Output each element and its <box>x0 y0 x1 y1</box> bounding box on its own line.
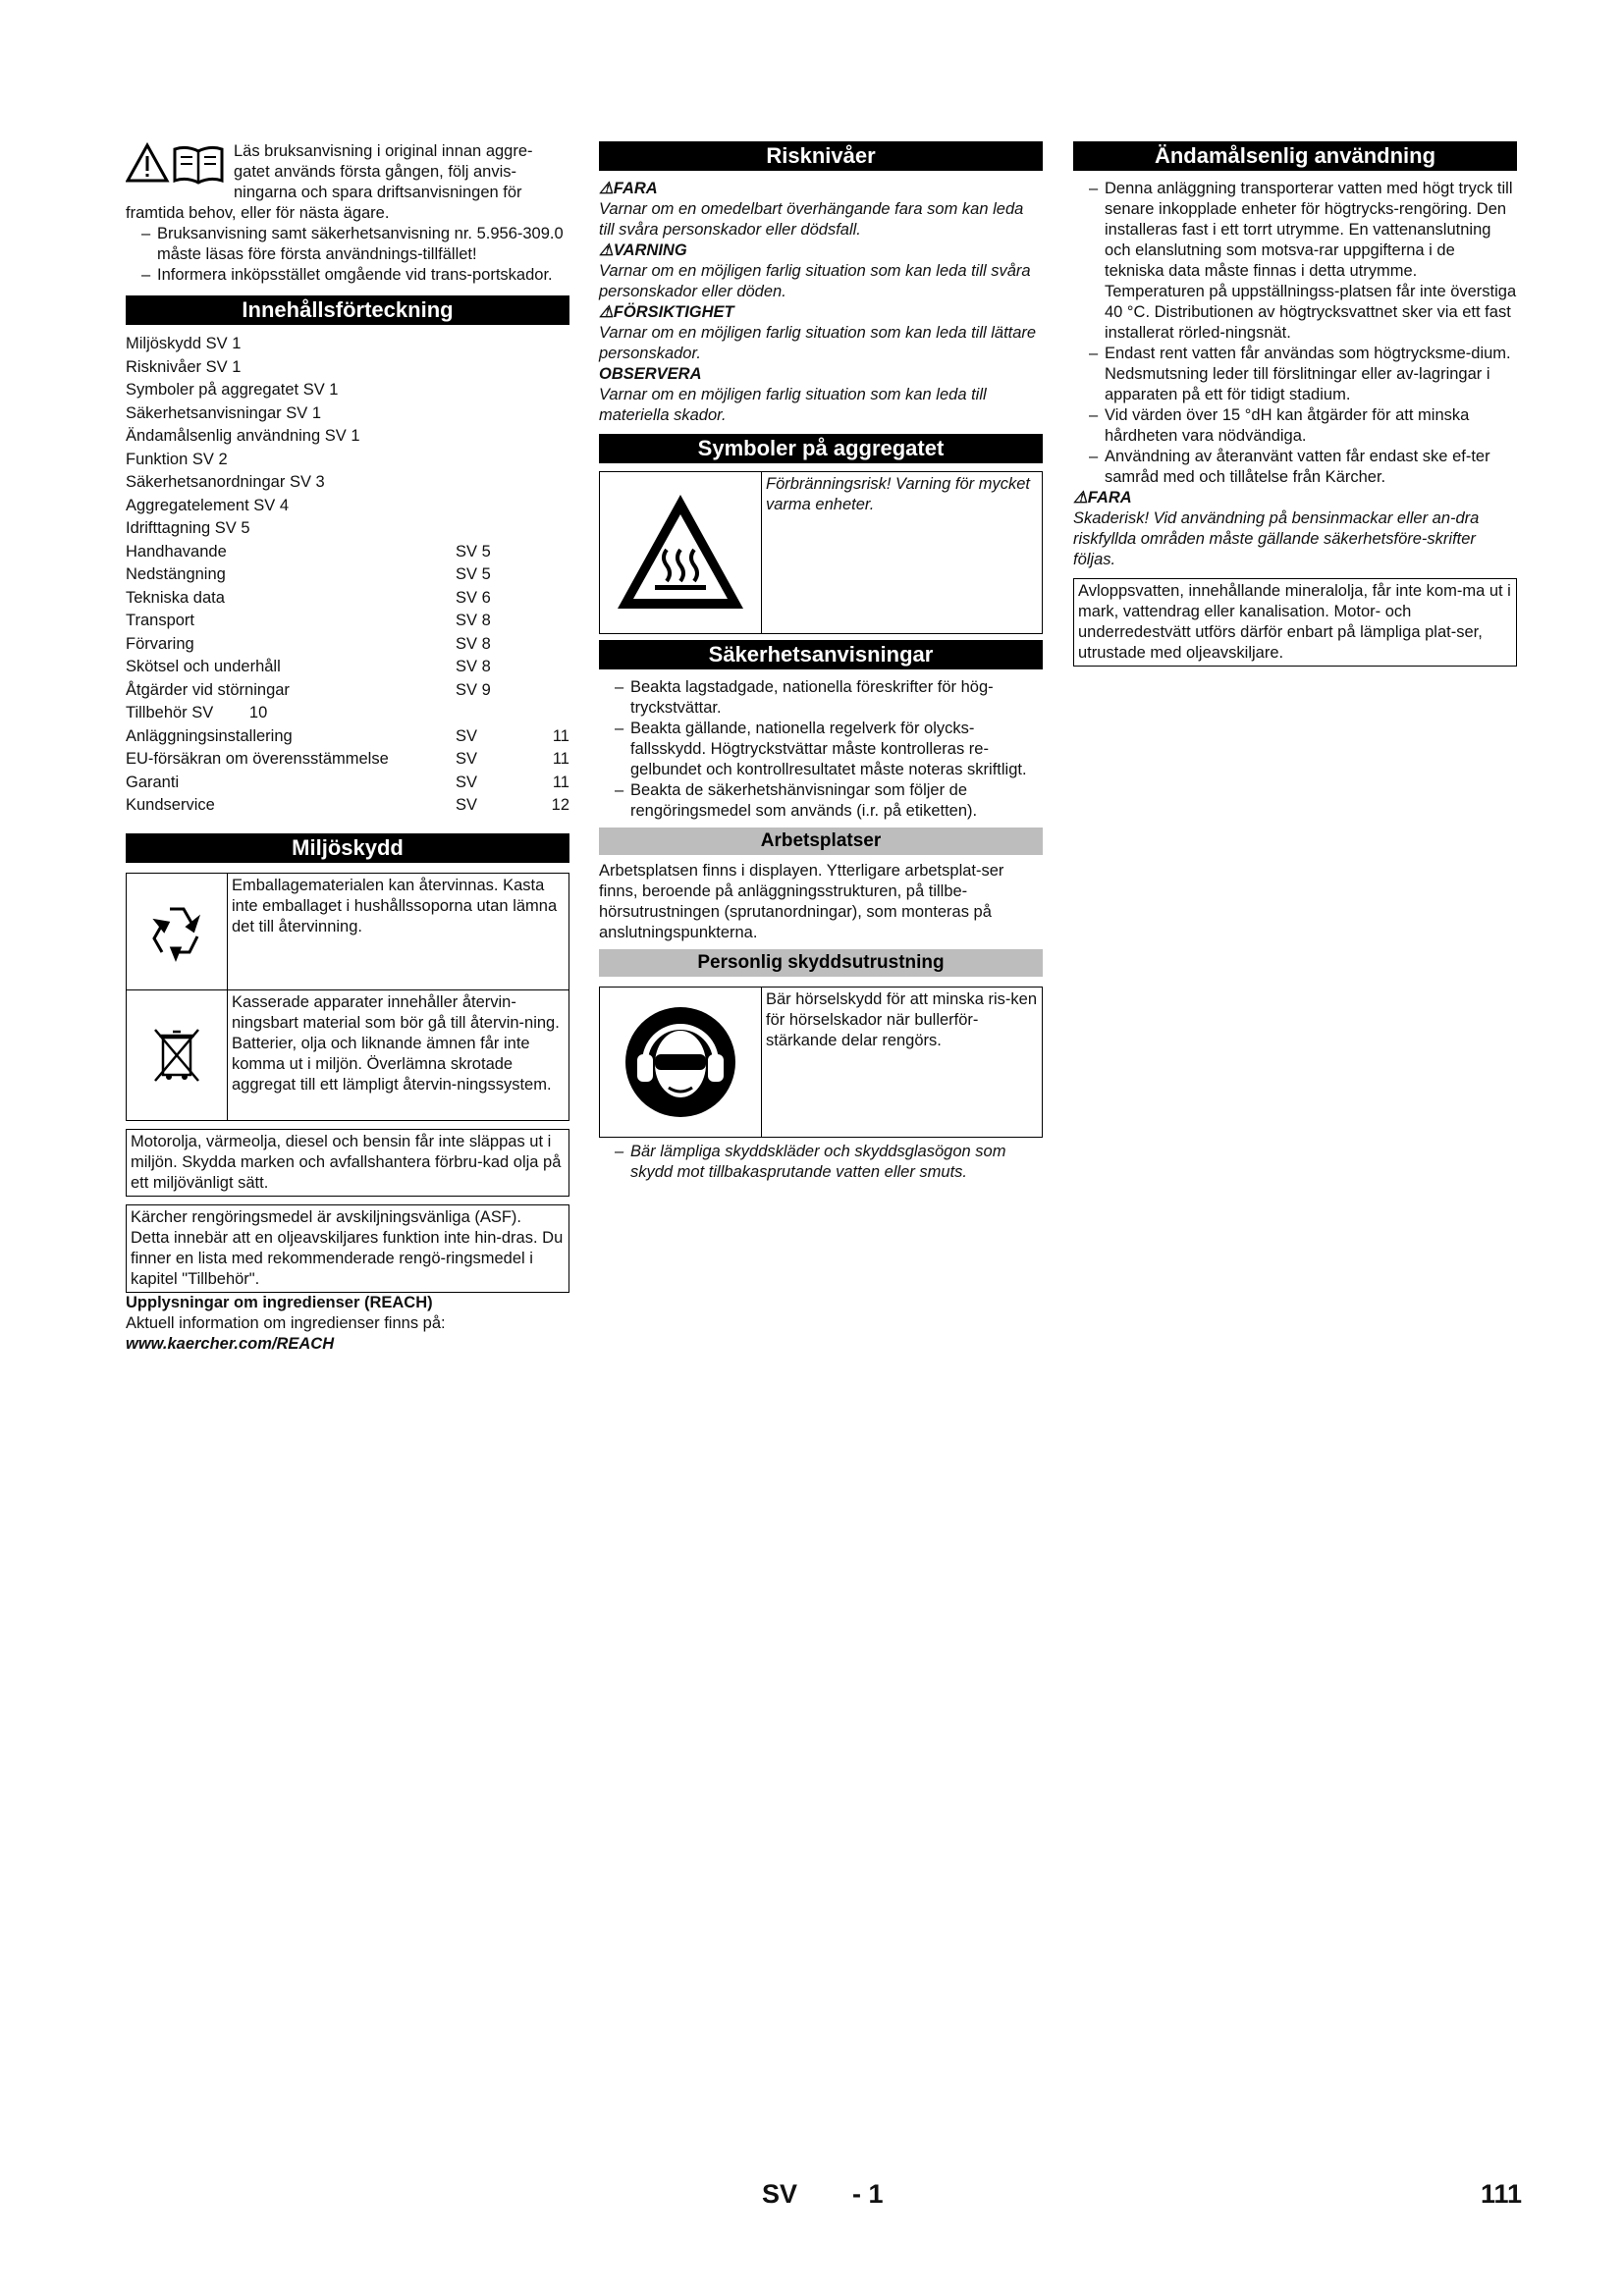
warning-icon: ⚠ <box>1073 489 1088 507</box>
ear-eye-protection-icon <box>622 1003 739 1121</box>
toc-sv: SV 5 <box>456 565 491 583</box>
intro-line3: ningarna och spara driftsanvisningen för <box>234 184 522 201</box>
toc-row[interactable] <box>126 679 569 703</box>
risk-label-varning <box>599 240 1043 261</box>
toc-num <box>544 471 569 495</box>
toc-title: Risknivåer SV 1 <box>126 357 242 376</box>
toc-row[interactable] <box>126 702 569 725</box>
toc-sv: SV 8 <box>456 634 491 653</box>
toc-num <box>544 702 569 725</box>
crossed-bin-icon <box>147 1024 206 1087</box>
usage-heading: Ändamålsenlig användning <box>1073 141 1517 171</box>
toc-sv: SV 6 <box>456 588 491 607</box>
toc-sv: SV 8 <box>456 658 491 675</box>
toc-title: Garanti <box>126 773 180 791</box>
ppe-text: Bär hörselskydd för att minska ris-ken för hörselskador när bullerför-stärkande delar rengörs. <box>766 990 1038 1049</box>
usage-danger-label-text: FARA <box>1087 489 1132 507</box>
disposal-row <box>126 990 569 1121</box>
toc-num <box>544 517 569 541</box>
toc-title: Ändamålsenlig användning SV 1 <box>126 427 360 445</box>
toc-num <box>544 587 569 611</box>
toc-title: Förvaring <box>126 634 194 653</box>
toc-title: Anläggningsinstallering <box>126 726 293 745</box>
risk-text: Varnar om en möjligen farlig situation som kan leda till lättare personskador. <box>599 324 1037 362</box>
column-middle <box>599 141 1043 1183</box>
safety-bullet-2-text: Beakta gällande, nationella regelverk för olycks-fallsskydd. Högtryckstvättar måste kontrolleras re-gelbundet och kontrollresultatet måste noteras skriftligt. <box>630 720 1027 778</box>
toc-row[interactable] <box>126 748 569 772</box>
toc-num <box>544 402 569 426</box>
miljo-table <box>126 873 569 1121</box>
toc-row[interactable] <box>126 587 569 611</box>
toc-row[interactable] <box>126 541 569 564</box>
intro-bullet-2: – Informera inköpsstället omgående vid trans-portskador. <box>141 266 553 284</box>
toc-sv <box>456 356 544 380</box>
toc-list <box>126 333 569 818</box>
hot-surface-icon <box>612 489 749 616</box>
risk-label-forsiktighet <box>599 302 1043 323</box>
symbols-heading: Symboler på aggregatet <box>599 434 1043 463</box>
usage-bullet-4-text: Användning av återanvänt vatten får endast ske ef-ter samråd med och tillåtelse från Kärcher. <box>1105 448 1490 486</box>
risk-label-fara <box>599 179 1043 199</box>
packaging-row <box>126 873 569 990</box>
risk-label-text: VARNING <box>613 241 687 259</box>
intro-line1: Läs bruksanvisning i original innan aggre- <box>234 142 533 160</box>
footer-language: SV <box>762 2179 798 2209</box>
toc-num <box>544 425 569 449</box>
oil-note: Motorolja, värmeolja, diesel och bensin får inte släppas ut i miljön. Skydda marken och avfallshantera förbru-kad olja på ett miljövänligt sätt. <box>126 1129 569 1197</box>
usage-bullet-2: – Endast rent vatten får användas som högtrycksme-dium. Nedsmutsning leder till förslitningar eller av-lagringar i apparaten på ett för tidigt stadium. <box>1089 345 1511 403</box>
toc-num <box>544 656 569 679</box>
toc-sv <box>456 449 544 472</box>
safety-bullet-3-text: Beakta de säkerhetshänvisningar som följer de rengöringsmedel som används (i.r. på etiketten). <box>630 781 978 820</box>
toc-row[interactable] <box>126 610 569 633</box>
risk-text: Varnar om en möjligen farlig situation som kan leda till materiella skador. <box>599 386 987 424</box>
toc-title: Idrifttagning SV 5 <box>126 519 250 537</box>
toc-num <box>544 333 569 356</box>
risk-text: Varnar om en möjligen farlig situation som kan leda till svåra personskador eller döden. <box>599 262 1031 300</box>
column-left <box>126 141 569 1355</box>
usage-bullet-1-text: Denna anläggning transporterar vatten med högt tryck till senare inkopplade enheter för högtrycks-rengöring. Den installeras fast i ett torrt utrymme. En vattenanslutning och elanslutning som motsva-rar uppgifterna i de tekniska data måste finnas i detta utrymme. Temperaturen på uppställningss-platsen får inte överstiga 40 °C. Distributionen av högtrycksvattnet sker via ett fast installerat rörled-ningsnät. <box>1105 180 1517 342</box>
toc-num <box>544 610 569 633</box>
recycle-icon-cell <box>127 874 228 989</box>
toc-sv: SV 5 <box>456 542 491 561</box>
risk-text: Varnar om en omedelbart överhängande fara som kan leda till svåra personskador eller dödsfall. <box>599 200 1024 239</box>
footer-section-page: - 1 <box>852 2179 884 2209</box>
toc-num <box>544 495 569 518</box>
toc-num <box>544 679 569 703</box>
column-right <box>1073 141 1517 667</box>
ppe-bullet: – Bär lämpliga skyddskläder och skyddsglasögon som skydd mot tillbakasprutande vatten eller smuts. <box>615 1143 1006 1181</box>
burn-warning-text: Förbränningsrisk! Varning för mycket varma enheter. <box>766 475 1030 513</box>
usage-danger-label <box>1073 488 1517 508</box>
reach-url[interactable]: www.kaercher.com/REACH <box>126 1334 335 1353</box>
reach-title: Upplysningar om ingredienser (REACH) <box>126 1293 433 1311</box>
toc-title: Tillbehör SV 10 <box>126 704 268 721</box>
waste-water-note: Avloppsvatten, innehållande mineralolja, får inte kom-ma ut i mark, vattendrag eller kanalisation. Motor- och underredestvätt utförs därför enbart på lämpliga plat-ser, utrustade med oljeavskiljare. <box>1073 578 1517 667</box>
toc-sv <box>456 402 544 426</box>
safety-bullet-1-text: Beakta lagstadgade, nationella föreskrifter för hög-tryckstvättar. <box>630 678 994 717</box>
toc-title: Säkerhetsanordningar SV 3 <box>126 473 325 491</box>
toc-row[interactable] <box>126 656 569 679</box>
risk-label-text: FARA <box>613 180 658 197</box>
toc-title: Handhavande <box>126 542 227 561</box>
toc-title: EU-försäkran om överensstämmelse <box>126 750 389 768</box>
usage-bullet-3-text: Vid värden över 15 °dH kan åtgärder för att minska hårdheten vara nödvändiga. <box>1105 406 1470 445</box>
usage-bullet-2-text: Endast rent vatten får användas som högtrycksme-dium. Nedsmutsning leder till förslitningar eller av-lagringar i apparaten på ett för tidigt stadium. <box>1105 345 1511 403</box>
reach-text: Aktuell information om ingredienser finns på: <box>126 1313 446 1332</box>
toc-row[interactable] <box>126 517 569 541</box>
toc-row[interactable] <box>126 356 569 380</box>
toc-row[interactable] <box>126 425 569 449</box>
toc-sv <box>456 379 544 402</box>
toc-num: 11 <box>552 726 569 745</box>
safety-bullet-1: – Beakta lagstadgade, nationella föreskrifter för hög-tryckstvättar. <box>615 678 994 717</box>
toc-sv <box>456 425 544 449</box>
toc-num: 12 <box>551 796 569 814</box>
safety-bullet-2: – Beakta gällande, nationella regelverk för olycks-fallsskydd. Högtryckstvättar måste kontrolleras re-gelbundet och kontrollresultatet måste noteras skriftligt. <box>615 720 1027 778</box>
usage-bullet-3: – Vid värden över 15 °dH kan åtgärder för att minska hårdheten vara nödvändiga. <box>1089 406 1470 445</box>
usage-bullet-1: – Denna anläggning transporterar vatten med högt tryck till senare inkopplade enheter för högtrycks-rengöring. Den installeras fast i ett torrt utrymme. En vattenanslutning och elanslutning som motsva-rar uppgifterna i de tekniska data måste finnas i detta utrymme. Temperaturen på uppställningss-platsen får inte överstiga 40 °C. Distributionen av högtrycksvattnet sker via ett fast installerat rörled-ningsnät. <box>1089 180 1517 342</box>
packaging-text: Emballagematerialen kan återvinnas. Kasta inte emballaget i hushållssoporna utan lämna det till återvinning. <box>232 876 558 935</box>
toc-sv: SV 9 <box>456 680 491 699</box>
safety-heading: Säkerhetsanvisningar <box>599 640 1043 669</box>
toc-sv: SV <box>456 796 478 814</box>
intro-line4: framtida behov, eller för nästa ägare. <box>126 204 390 222</box>
toc-title: Säkerhetsanvisningar SV 1 <box>126 403 322 422</box>
intro-line2: gatet används första gången, följ anvis- <box>234 163 517 181</box>
toc-row[interactable] <box>126 772 569 795</box>
ppe-heading: Personlig skyddsutrustning <box>599 949 1043 977</box>
toc-row[interactable] <box>126 495 569 518</box>
toc-sv: SV 8 <box>456 612 491 629</box>
toc-num: 11 <box>552 773 569 791</box>
intro-icons <box>126 141 228 185</box>
toc-row[interactable] <box>126 449 569 472</box>
toc-num: 11 <box>552 750 569 768</box>
ppe-bullet-text: Bär lämpliga skyddskläder och skyddsglasögon som skydd mot tillbakasprutande vatten eller smuts. <box>630 1143 1006 1181</box>
toc-title: Tekniska data <box>126 588 225 607</box>
workplace-text: Arbetsplatsen finns i displayen. Ytterligare arbetsplat-ser finns, beroende på anläggningsstrukturen, på tillbe-hörsutrustningen (sprutanordningar), som monteras på anslutningspunkterna. <box>599 862 1004 941</box>
toc-sv <box>456 333 544 356</box>
toc-sv <box>456 517 544 541</box>
risk-label-observera: OBSERVERA <box>599 365 702 383</box>
toc-title: Transport <box>126 612 194 629</box>
asf-note: Kärcher rengöringsmedel är avskiljningsvänliga (ASF). Detta innebär att en oljeavskiljares funktion inte hin-dras. Du finner en lista med rekommenderade rengö-ringsmedel i kapitel "Tillbehör". <box>126 1204 569 1293</box>
toc-sv: SV <box>456 726 478 745</box>
symbols-table <box>599 471 1043 634</box>
toc-title: Miljöskydd SV 1 <box>126 335 242 352</box>
safety-bullet-3: – Beakta de säkerhetshänvisningar som följer de rengöringsmedel som används (i.r. på etiketten). <box>615 781 978 820</box>
toc-row[interactable] <box>126 725 569 749</box>
toc-sv <box>456 702 544 725</box>
miljo-heading: Miljöskydd <box>126 833 569 863</box>
risk-heading: Risknivåer <box>599 141 1043 171</box>
risk-label-text: FÖRSIKTIGHET <box>613 303 734 321</box>
warning-icon: ⚠ <box>599 303 614 321</box>
toc-title: Kundservice <box>126 796 215 814</box>
toc-sv <box>456 471 544 495</box>
ppe-table <box>599 987 1043 1138</box>
crossed-bin-icon-cell <box>127 990 228 1120</box>
toc-title: Funktion SV 2 <box>126 450 228 468</box>
disposal-text: Kasserade apparater innehåller återvin-ningsbart material som bör gå till återvin-ning. Batterier, olja och liknande ämnen får inte komma ut i miljön. Överlämna skrotade aggregat till ett lämpligt återvin-ningssystem. <box>232 992 560 1094</box>
toc-row[interactable] <box>126 794 569 818</box>
toc-num <box>544 541 569 564</box>
hot-surface-icon-cell <box>600 472 762 633</box>
toc-row[interactable] <box>126 402 569 426</box>
toc-title: Åtgärder vid störningar <box>126 680 290 699</box>
toc-title: Aggregatelement SV 4 <box>126 496 290 514</box>
toc-sv <box>456 495 544 518</box>
toc-num <box>544 633 569 657</box>
intro-bullet-1-text: Bruksanvisning samt säkerhetsanvisning nr. 5.956-309.0 måste läsas före första användnings-tillfället! <box>157 225 564 263</box>
toc-row[interactable] <box>126 563 569 587</box>
intro-block <box>126 141 569 286</box>
intro-bullet-1: – Bruksanvisning samt säkerhetsanvisning nr. 5.956-309.0 måste läsas före första användnings-tillfället! <box>141 225 564 263</box>
toc-title: Skötsel och underhåll <box>126 658 281 675</box>
toc-num <box>544 356 569 380</box>
warning-icon: ⚠ <box>599 180 614 197</box>
risk-list <box>599 179 1043 426</box>
toc-row[interactable] <box>126 633 569 657</box>
toc-sv: SV <box>456 750 478 768</box>
toc-num <box>544 379 569 402</box>
intro-bullet-2-text: Informera inköpsstället omgående vid trans-portskador. <box>157 266 553 284</box>
toc-row[interactable] <box>126 333 569 356</box>
toc-row[interactable] <box>126 379 569 402</box>
toc-row[interactable] <box>126 471 569 495</box>
warning-manual-icon <box>126 141 228 185</box>
toc-title: Symboler på aggregatet SV 1 <box>126 381 339 399</box>
footer-page-number: 111 <box>1481 2179 1523 2209</box>
warning-icon: ⚠ <box>599 241 614 259</box>
toc-heading: Innehållsförteckning <box>126 295 569 325</box>
ppe-icon-cell <box>600 988 762 1137</box>
usage-bullet-4: – Användning av återanvänt vatten får endast ske ef-ter samråd med och tillåtelse från Kärcher. <box>1089 448 1490 486</box>
toc-sv: SV <box>456 773 478 791</box>
workplace-heading: Arbetsplatser <box>599 828 1043 855</box>
toc-num <box>544 449 569 472</box>
toc-num <box>544 563 569 587</box>
recycle-icon <box>142 897 211 966</box>
usage-danger-text: Skaderisk! Vid användning på bensinmackar eller an-dra riskfyllda områden måste gällande säkerhetsföre-skrifter följas. <box>1073 509 1480 568</box>
toc-title: Nedstängning <box>126 565 226 583</box>
